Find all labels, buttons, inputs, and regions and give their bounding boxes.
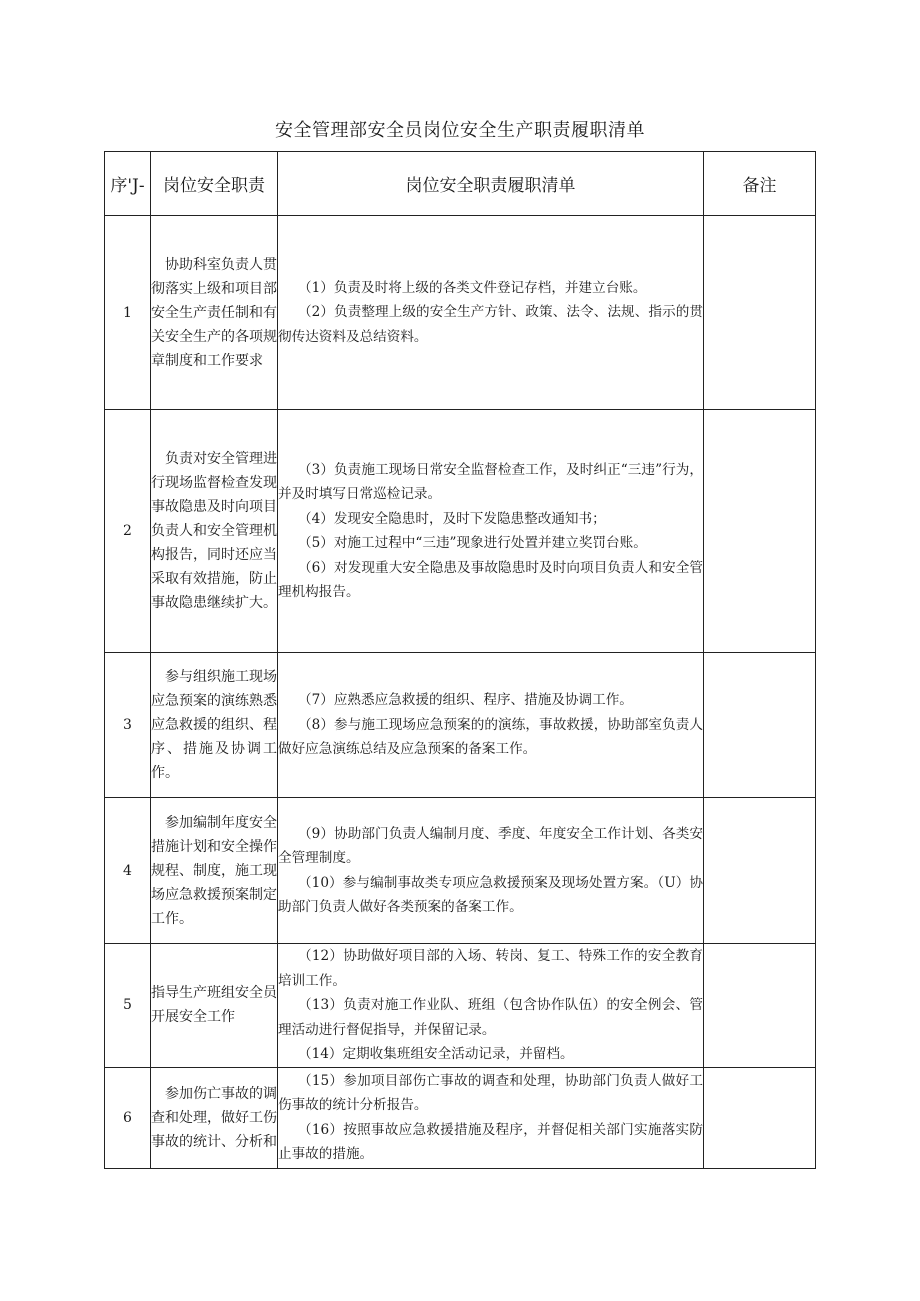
row-number: 1 [105, 216, 151, 410]
row-note [704, 798, 816, 944]
list-item: （6）对发现重大安全隐患及事故隐患时及时向项目负责人和安全管理机构报告。 [278, 559, 703, 600]
table-row [105, 653, 816, 798]
duty-table [104, 151, 816, 1169]
row-number: 6 [105, 1067, 151, 1168]
header-list: 岗位安全职责履职清单 [278, 152, 704, 216]
list-item: （13）负责对施工作业队、班组（包含协作队伍）的安全例会、管理活动进行督促指导，并保留记录。 [278, 997, 703, 1038]
list-item: （9）协助部门负责人编制月度、季度、年度安全工作计划、各类安全管理制度。 [278, 825, 703, 866]
list-item: （5）对施工过程中“三违”现象进行处置并建立奖罚台账。 [298, 535, 647, 551]
table-row [105, 1067, 816, 1168]
table-row [105, 216, 816, 410]
row-number: 3 [105, 653, 151, 798]
list-item: （16）按照事故应急救援措施及程序，并督促相关部门实施落实防止事故的措施。 [278, 1121, 703, 1162]
table-row [105, 410, 816, 653]
row-duty: 指导生产班组安全员开展安全工作 [151, 944, 278, 1068]
table-row [105, 944, 816, 1068]
header-duty: 岗位安全职责 [151, 152, 278, 216]
row-note [704, 944, 816, 1068]
list-item: （14）定期收集班组安全活动记录，并留档。 [298, 1046, 574, 1062]
list-item: （10）参与编制事故类专项应急救援预案及现场处置方案。（U）协助部门负责人做好各类预案的备案工作。 [278, 874, 703, 915]
header-no: 序'J- [105, 152, 151, 216]
list-item: （12）协助做好项目部的入场、转岗、复工、特殊工作的安全教育培训工作。 [278, 948, 703, 989]
row-duty: 负责对安全管理进行现场监督检查发现事故隐患及时向项目负责人和安全管理机构报告，同时还应当采取有效措施，防止事故隐患继续扩大。 [151, 410, 278, 653]
row-number: 4 [105, 798, 151, 944]
row-duty: 参与组织施工现场应急预案的演练熟悉应急救援的组织、程序、措施及协调工作。 [151, 653, 278, 798]
row-duty: 协助科室负责人贯彻落实上级和项目部安全生产责任制和有关安全生产的各项规章制度和工作要求 [151, 216, 278, 410]
row-list [278, 944, 704, 1068]
row-list [278, 653, 704, 798]
row-list [278, 1067, 704, 1168]
row-note [704, 1067, 816, 1168]
row-note [704, 410, 816, 653]
list-item: （15）参加项目部伤亡事故的调查和处理，协助部门负责人做好工伤事故的统计分析报告。 [278, 1072, 703, 1113]
list-item: （3）负责施工现场日常安全监督检查工作，及时纠正“三违”行为，并及时填写日常巡检记录。 [278, 461, 703, 502]
row-list [278, 798, 704, 944]
list-item: （7）应熟悉应急救援的组织、程序、措施及协调工作。 [298, 692, 633, 709]
list-item: （2）负责整理上级的安全生产方针、政策、法令、法规、指示的贯彻传达资料及总结资料。 [278, 304, 703, 345]
table-header-row [105, 152, 816, 216]
row-note [704, 216, 816, 410]
row-duty: 参加伤亡事故的调查和处理，做好工伤事故的统计、分析和 [151, 1067, 278, 1168]
list-item: （8）参与施工现场应急预案的的演练，事故救援，协助部室负责人做好应急演练总结及应急预案的备案工作。 [278, 716, 703, 758]
row-list [278, 410, 704, 653]
row-duty: 参加编制年度安全措施计划和安全操作规程、制度，施工现场应急救援预案制定工作。 [151, 798, 278, 944]
list-item: （4）发现安全隐患时，及时下发隐患整改通知书； [298, 510, 606, 527]
header-note: 备注 [704, 152, 816, 216]
row-note [704, 653, 816, 798]
row-number: 5 [105, 944, 151, 1068]
list-item: （1）负责及时将上级的各类文件登记存档，并建立台账。 [298, 279, 647, 296]
row-number: 2 [105, 410, 151, 653]
row-list [278, 216, 704, 410]
table-row [105, 798, 816, 944]
document-title: 安全管理部安全员岗位安全生产职责履职清单 [275, 120, 645, 141]
